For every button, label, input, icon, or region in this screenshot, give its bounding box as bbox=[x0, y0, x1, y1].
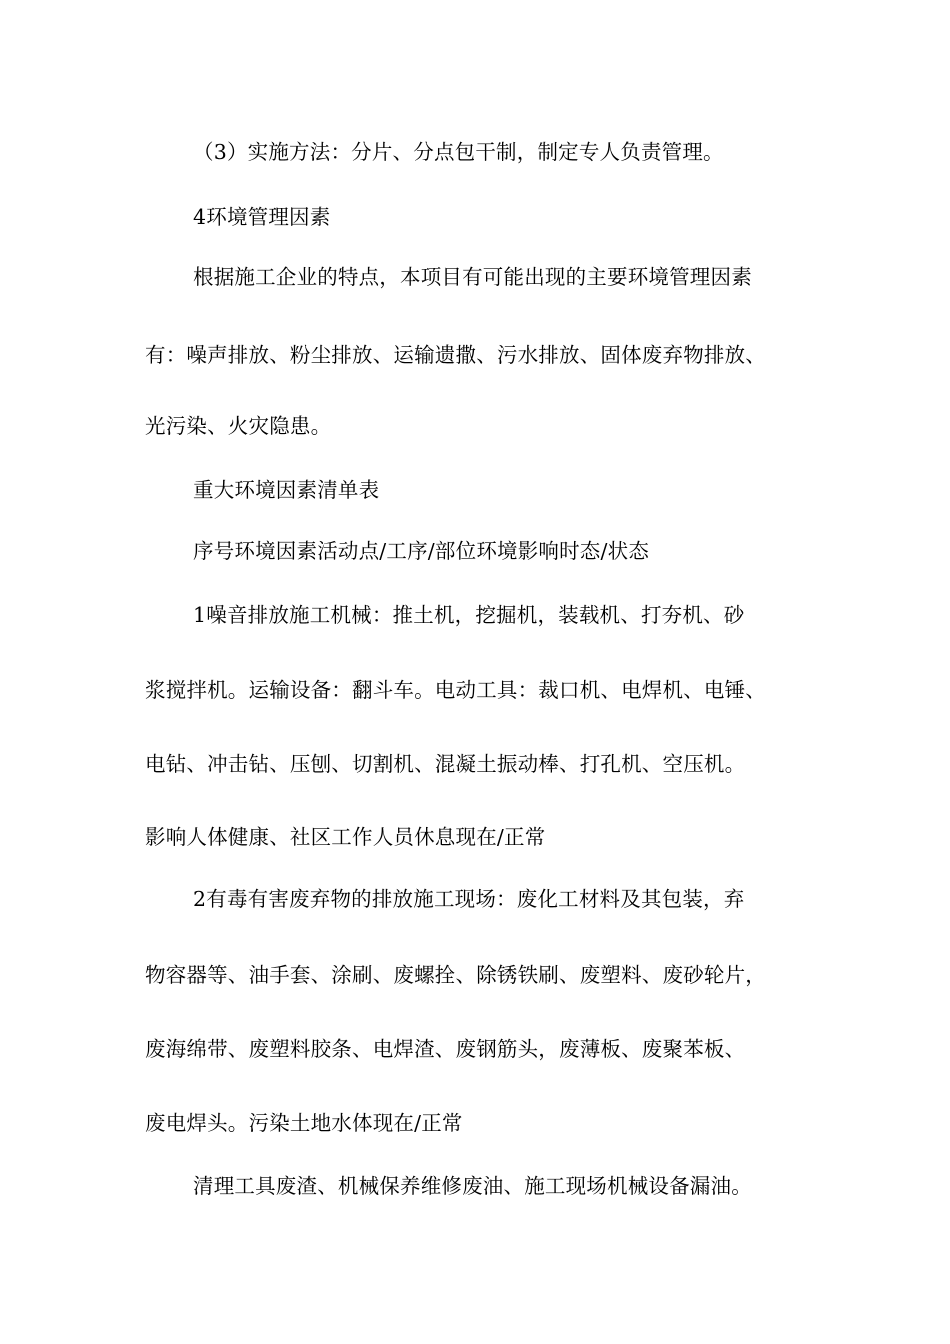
table-row-line: 浆搅拌机。运输设备：翻斗车。电动工具：裁口机、电焊机、电锤、 bbox=[145, 678, 766, 702]
table-row-line: 影响人体健康、社区工作人员休息现在/正常 bbox=[145, 825, 546, 849]
section-heading: 4环境管理因素 bbox=[193, 205, 331, 229]
table-row-line: 废海绵带、废塑料胶条、电焊渣、废钢筋头，废薄板、废聚苯板、 bbox=[145, 1037, 746, 1061]
table-row-line: 物容器等、油手套、涂刷、废螺拴、除锈铁刷、废塑料、废砂轮片， bbox=[145, 963, 766, 987]
paragraph-line: 有：噪声排放、粉尘排放、运输遗撒、污水排放、固体废弃物排放、 bbox=[145, 343, 766, 367]
table-row-line: 电钻、冲击钻、压刨、切割机、混凝土振动棒、打孔机、空压机。 bbox=[145, 752, 746, 776]
table-row-line: 2有毒有害废弃物的排放施工现场：废化工材料及其包装，弃 bbox=[193, 887, 745, 911]
paragraph-line: （3）实施方法：分片、分点包干制，制定专人负责管理。 bbox=[193, 140, 724, 164]
table-row-line: 清理工具废渣、机械保养维修废油、施工现场机械设备漏油。 bbox=[193, 1174, 752, 1198]
paragraph-line: 根据施工企业的特点，本项目有可能出现的主要环境管理因素 bbox=[193, 265, 752, 289]
table-row-line: 1噪音排放施工机械：推土机，挖掘机，装载机、打夯机、砂 bbox=[193, 603, 745, 627]
table-title: 重大环境因素清单表 bbox=[193, 478, 380, 502]
table-row-line: 废电焊头。污染土地水体现在/正常 bbox=[145, 1111, 463, 1135]
paragraph-line: 光污染、火灾隐患。 bbox=[145, 414, 332, 438]
table-header-line: 序号环境因素活动点/工序/部位环境影响时态/状态 bbox=[193, 539, 650, 563]
